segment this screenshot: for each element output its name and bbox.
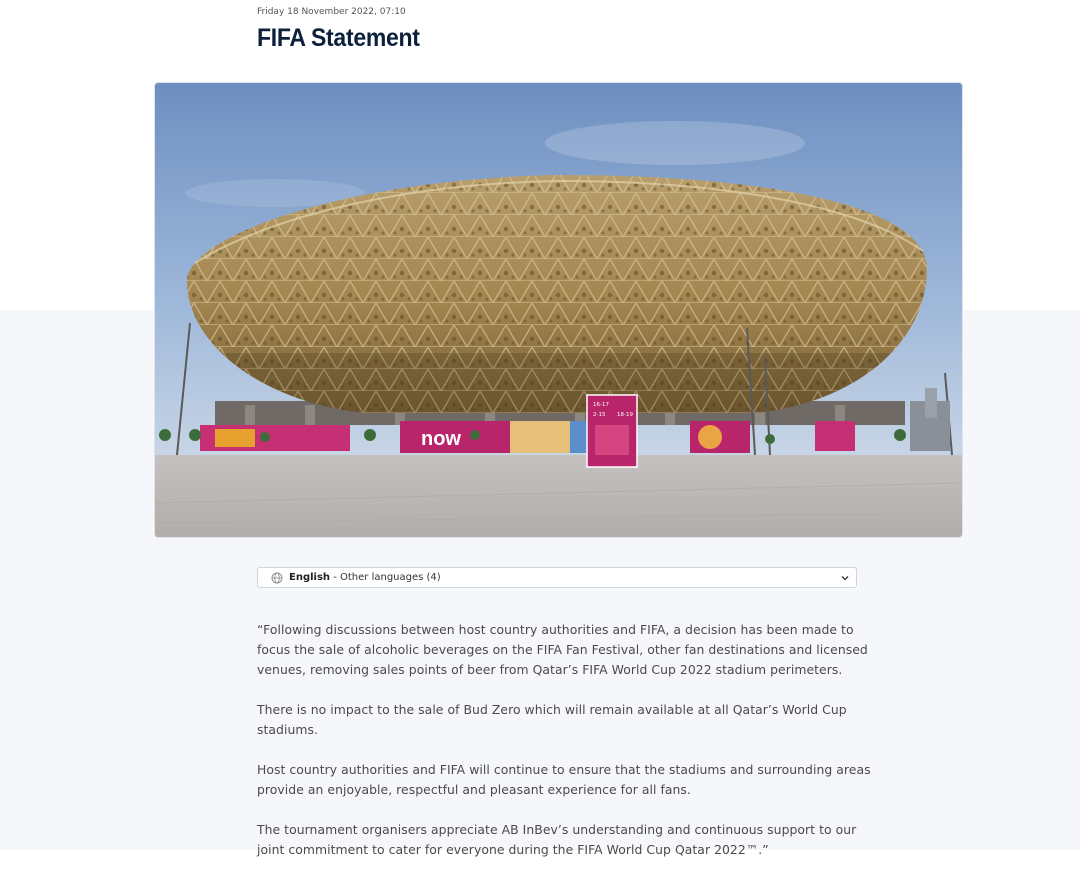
article-paragraph: The tournament organisers appreciate AB InBev’s understanding and continuous support to our joint commitment to cater for everyone during the FIFA World Cup Qatar 2022™.” — [257, 822, 857, 857]
article-paragraph: Host country authorities and FIFA will continue to ensure that the stadiums and surrounding areas provide an enjoyable, respectful and pleasant experience for all fans. — [257, 762, 871, 797]
signage-panel-line1: 16-17 — [593, 402, 609, 408]
language-other: - Other languages (4) — [330, 572, 441, 583]
article-paragraph: “Following discussions between host country authorities and FIFA, a decision has been made to focus the sale of alcoholic beverages on the FIFA Fan Festival, other fan destinations and licensed venues, removing sales points of beer from Qatar’s FIFA World Cup 2022 stadium perimeters. — [257, 622, 868, 677]
signage-panel-line2: 2-15 — [593, 412, 606, 418]
chevron-down-icon — [840, 573, 850, 583]
article-date: Friday 18 November 2022, 07:10 — [257, 7, 406, 17]
language-selector-text — [289, 572, 441, 583]
page-title: FIFA Statement — [257, 24, 420, 52]
article-body — [257, 620, 877, 880]
signage-brand: now — [421, 428, 461, 450]
signage-panel-line3: 18-19 — [617, 412, 633, 418]
hero-image — [155, 83, 962, 537]
language-selector[interactable] — [257, 567, 857, 588]
article-paragraph: There is no impact to the sale of Bud Zero which will remain available at all Qatar’s World Cup stadiums. — [257, 702, 847, 737]
language-current: English — [289, 572, 331, 583]
globe-icon — [271, 572, 283, 584]
